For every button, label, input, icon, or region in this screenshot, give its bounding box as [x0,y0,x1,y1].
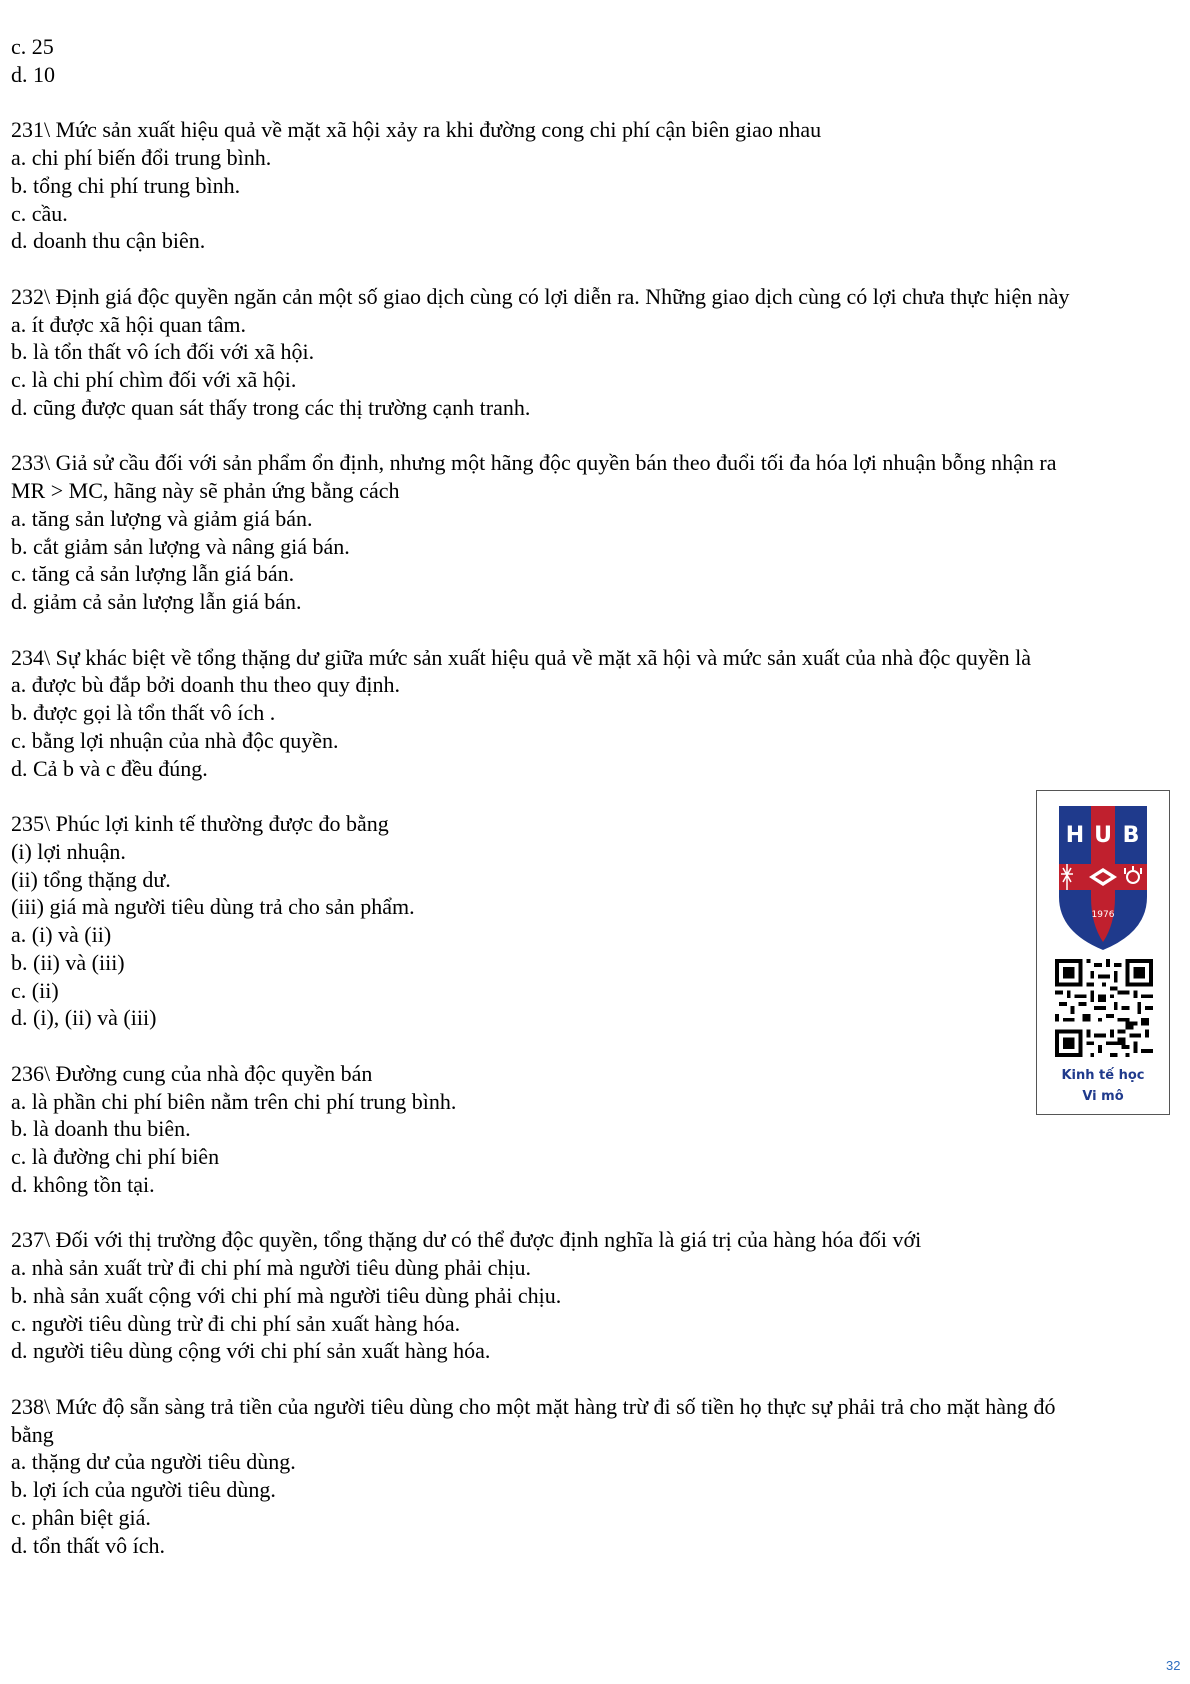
logo-letter-h: H [1065,823,1085,848]
text-line: (ii) tổng thặng dư. [11,866,171,892]
text-line: a. (i) và (ii) [11,922,112,947]
text-line: d. người tiêu dùng cộng với chi phí sản xuất hàng hóa. [11,1338,491,1364]
qr-code-icon [1055,959,1153,1057]
text-line: a. chi phí biến đổi trung bình. [11,145,272,170]
text-line: a. được bù đắp bởi doanh thu theo quy định. [11,672,400,698]
text-line: b. cắt giảm sản lượng và nâng giá bán. [11,533,350,559]
text-line: b. nhà sản xuất cộng với chi phí mà người tiêu dùng phải chịu. [11,1282,562,1308]
text-line: d. giảm cả sản lượng lẫn giá bán. [11,589,302,614]
text-line: b. tổng chi phí trung bình. [11,172,241,198]
text-line: a. là phần chi phí biên nằm trên chi phí trung bình. [11,1088,457,1114]
hub-shield-logo [1055,802,1151,952]
text-line: 235\ Phúc lợi kinh tế thường được đo bằng [11,811,389,836]
text-line: c. là đường chi phí biên [11,1144,220,1169]
text-line: c. 25 [11,34,54,59]
text-line: c. người tiêu dùng trừ đi chi phí sản xuất hàng hóa. [11,1310,461,1336]
text-line: (i) lợi nhuận. [11,838,126,864]
text-line: c. phân biệt giá. [11,1504,151,1530]
text-line: 234\ Sự khác biệt về tổng thặng dư giữa mức sản xuất hiệu quả về mặt xã hội và mức sản xuất của nhà độc quyền là [11,644,1032,670]
text-line: c. (ii) [11,977,59,1003]
logo-letter-b: B [1122,823,1140,848]
text-line: 232\ Định giá độc quyền ngăn cản một số giao dịch cùng có lợi diễn ra. Những giao dịch cùng có lợi chưa thực hiện này [11,283,1070,309]
text-line: a. nhà sản xuất trừ đi chi phí mà người tiêu dùng phải chịu. [11,1255,531,1280]
text-line: a. tăng sản lượng và giảm giá bán. [11,505,313,531]
text-line: d. tổn thất vô ích. [11,1532,165,1558]
course-badge [1036,790,1170,1115]
text-line: 238\ Mức độ sẵn sàng trả tiền của người tiêu dùng cho một mặt hàng trừ đi số tiền họ thực sự phải trả cho mặt hàng đó [11,1393,1056,1419]
text-line: 236\ Đường cung của nhà độc quyền bán [11,1060,373,1086]
logo-letter-u: U [1094,823,1112,848]
text-line: MR > MC, hãng này sẽ phản ứng bằng cách [11,478,400,503]
text-line: c. tăng cả sản lượng lẫn giá bán. [11,561,295,587]
text-line: b. là tổn thất vô ích đối với xã hội. [11,339,315,365]
text-line: d. cũng được quan sát thấy trong các thị trường cạnh tranh. [11,394,531,420]
text-line: c. bằng lợi nhuận của nhà độc quyền. [11,727,339,753]
text-line: a. ít được xã hội quan tâm. [11,311,246,337]
text-line: (iii) giá mà người tiêu dùng trả cho sản phẩm. [11,894,415,920]
badge-caption-subtitle: Vi mô [1082,1089,1124,1104]
text-line: c. cầu. [11,200,68,226]
badge-caption-title: Kinh tế học [1061,1068,1145,1083]
text-line: c. là chi phí chìm đối với xã hội. [11,367,297,392]
text-line: a. thặng dư của người tiêu dùng. [11,1449,296,1475]
logo-year: 1976 [1091,910,1115,920]
page-number: 32 [1166,1658,1181,1673]
text-line: d. doanh thu cận biên. [11,228,206,254]
text-line: b. (ii) và (iii) [11,949,125,975]
text-line: 231\ Mức sản xuất hiệu quả về mặt xã hội xảy ra khi đường cong chi phí cận biên giao nhau [11,117,822,143]
text-line: bằng [11,1421,54,1447]
text-line: b. lợi ích của người tiêu dùng. [11,1477,276,1502]
text-line: d. (i), (ii) và (iii) [11,1005,157,1031]
text-line: b. được gọi là tổn thất vô ích . [11,700,276,725]
text-line: 237\ Đối với thị trường độc quyền, tổng thặng dư có thể được định nghĩa là giá trị của hàng hóa đối với [11,1227,922,1253]
text-line: d. Cả b và c đều đúng. [11,755,208,781]
text-line: 233\ Giả sử cầu đối với sản phẩm ổn định, nhưng một hãng độc quyền bán theo đuổi tối đa hóa lợi nhuận bỗng nhận ra [11,450,1057,476]
text-line: d. 10 [11,61,55,87]
text-line: d. không tồn tại. [11,1171,155,1197]
text-line: b. là doanh thu biên. [11,1116,191,1142]
